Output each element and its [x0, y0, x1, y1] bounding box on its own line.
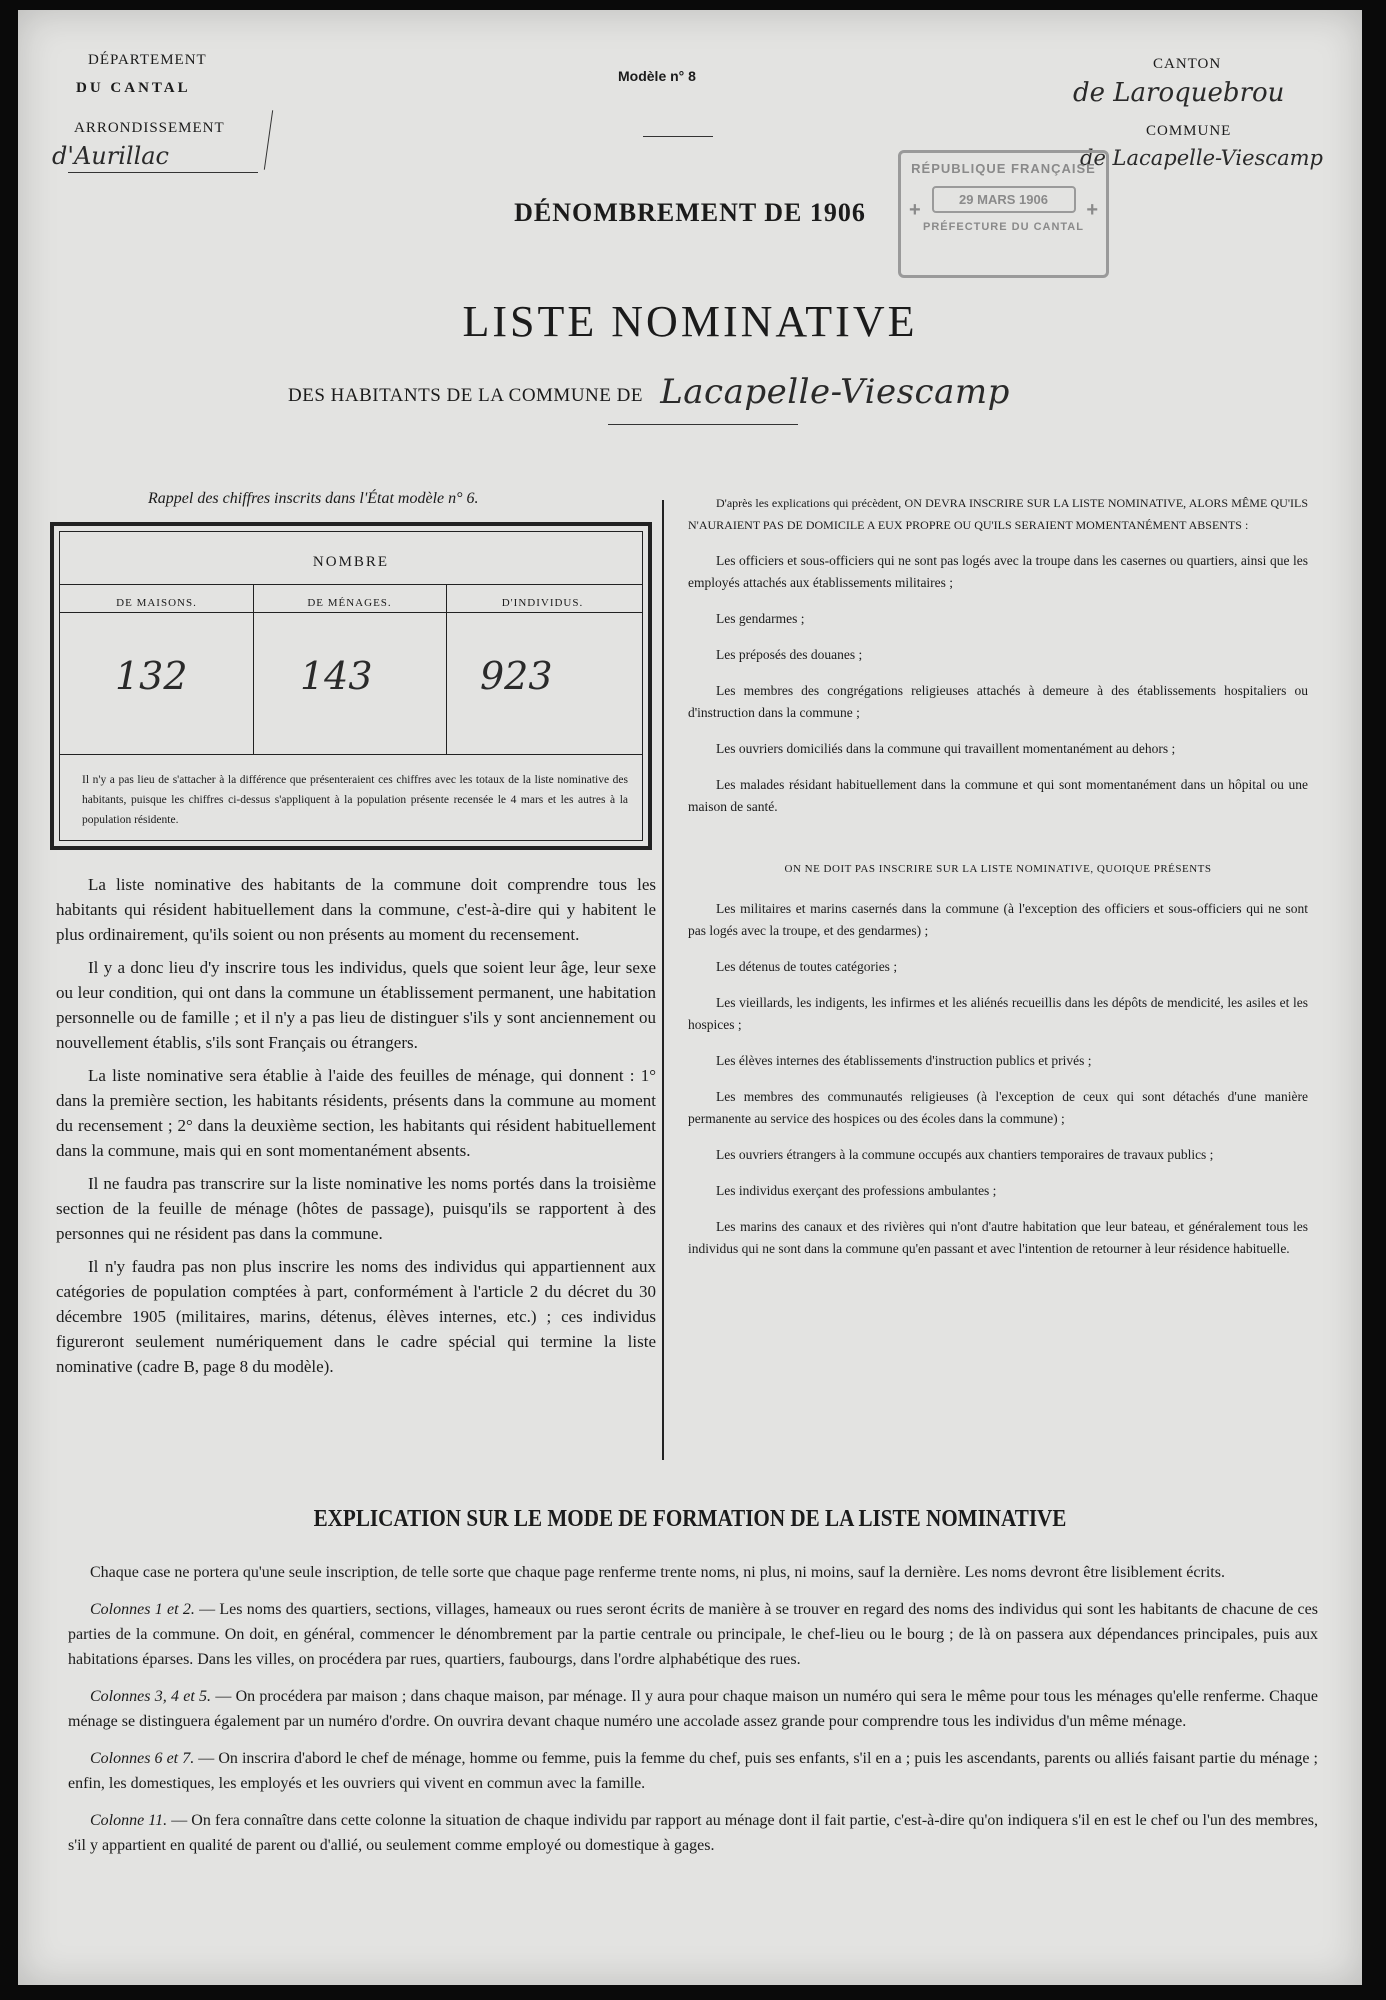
- title-rule: [608, 424, 798, 425]
- left-paragraph: Il y a donc lieu d'y inscrire tous les individus, quels que soient leur âge, leur sexe ou leur condition, qui ont dans la commune un établissement permanent, une habitation personnelle ou de famille ; et il n'y a pas lieu de distinguer s'ils y sont anciennement ou nouvellement établis, s'ils sont Français ou étrangers.: [56, 958, 656, 1052]
- departement-value: DU CANTAL: [76, 80, 191, 96]
- stamp-date: 29 MARS 1906: [932, 186, 1076, 213]
- arrondissement-underline: [68, 172, 258, 173]
- explication-title: EXPLICATION SUR LE MODE DE FORMATION DE LA LISTE NOMINATIVE: [313, 1506, 1067, 1532]
- col-maisons: DE MAISONS.: [116, 597, 197, 609]
- value-maisons: 132: [115, 654, 188, 698]
- modele-number: Modèle n° 8: [618, 68, 696, 84]
- value-individus: 923: [480, 654, 553, 698]
- explication-paragraph: Chaque case ne portera qu'une seule inscription, de telle sorte que chaque page renferme trente noms, ni plus, ni moins, sauf la dernière. Les noms devront être lisiblement écrits.: [90, 1564, 1225, 1581]
- nombre-header: NOMBRE: [312, 554, 390, 570]
- left-paragraph: La liste nominative sera établie à l'aide des feuilles de ménage, qui donnent : 1° dans la première section, les habitants résidents, présents dans la commune au moment du recensement ; 2° dans la deuxième section, les habitants qui résident habituellement dans la commune, mais qui en sont momentanément absents.: [56, 1066, 656, 1160]
- document-page: [18, 10, 1362, 1985]
- right-item: Les ouvriers étrangers à la commune occupés aux chantiers temporaires de travaux publics ;: [716, 1147, 1214, 1162]
- habitants-label: DES HABITANTS DE LA COMMUNE DE: [288, 385, 643, 406]
- habitants-commune: Lacapelle-Viescamp: [660, 372, 1010, 412]
- right-item: Les vieillards, les indigents, les infirmes et les aliénés recueillis dans les dépôts de mendicité, les asiles et les hospices ;: [688, 995, 1308, 1032]
- right-item: Les officiers et sous-officiers qui ne sont pas logés avec la troupe dans les casernes ou quartiers, ainsi que les employés attachés aux établissements militaires ;: [688, 553, 1308, 590]
- right-item: Les ouvriers domiciliés dans la commune qui travaillent momentanément au dehors ;: [716, 741, 1176, 756]
- right-item: Les élèves internes des établissements d'instruction publics et privés ;: [716, 1053, 1092, 1068]
- stamp-cross-icon: +: [909, 199, 921, 221]
- left-column: [56, 872, 656, 1387]
- right-item: Les détenus de toutes catégories ;: [716, 959, 898, 974]
- explication-body: [68, 1560, 1318, 1870]
- explication-paragraph: Colonnes 3, 4 et 5. — On procédera par maison ; dans chaque maison, par ménage. Il y aura pour chaque maison un numéro qui sera le même pour tous les ménages qu'elle renferme. Chaque ménage se distinguera également par un numéro d'ordre. On ouvrira devant chaque numéro une accolade assez grande pour comprendre tous les individus d'un même ménage.: [68, 1688, 1318, 1730]
- explication-paragraph: Colonnes 6 et 7. — On inscrira d'abord le chef de ménage, homme ou femme, puis la femme du chef, puis ses enfants, s'il en a ; puis les ascendants, parents ou alliés faisant partie du ménage ; enfin, les domestiques, les employés et les ouvriers qui vivent en commun avec la famille.: [68, 1750, 1318, 1792]
- right-item: Les gendarmes ;: [716, 611, 805, 626]
- right-item: Les malades résidant habituellement dans la commune et qui sont momentanément dans un hôpital ou une maison de santé.: [688, 777, 1308, 814]
- canton-label: CANTON: [1153, 56, 1222, 72]
- arrondissement-value: d'Aurillac: [52, 142, 169, 170]
- right-intro: D'après les explications qui précèdent, ON DEVRA INSCRIRE SUR LA LISTE NOMINATIVE, ALORS MÊME QU'ILS N'AURAIENT PAS DE DOMICILE A EUX PROPRE OU QU'ILS SERAIENT MOMENTANÉMENT ABSENTS :: [688, 496, 1308, 532]
- habitants-line: [288, 370, 1010, 410]
- right-item: Les individus exerçant des professions ambulantes ;: [716, 1183, 997, 1198]
- nombre-table: [50, 522, 652, 850]
- modele-rule: [643, 136, 713, 137]
- left-paragraph: Il n'y faudra pas non plus inscrire les noms des individus qui appartiennent aux catégories de population comptées à part, conformément à l'article 2 du décret du 30 décembre 1905 (militaires, marins, détenus, élèves internes, etc.) ; ces individus figureront seulement numériquement dans le cadre spécial qui termine la liste nominative (cadre B, page 8 du modèle).: [56, 1257, 656, 1376]
- rappel-caption: Rappel des chiffres inscrits dans l'État modèle n° 6.: [148, 490, 479, 507]
- right-item: Les marins des canaux et des rivières qui n'ont d'autre habitation que leur bateau, et généralement tous les individus qui ne sont dans la commune qu'en passant et avec l'intention de retourner à leur résidence habituelle.: [688, 1219, 1308, 1256]
- departement-label: DÉPARTEMENT: [88, 52, 207, 68]
- value-menages: 143: [300, 654, 373, 698]
- right-item: Les membres des communautés religieuses (à l'exception de ceux qui sont détachés d'une manière permanente au service des hospices ou des écoles dans la commune) ;: [688, 1089, 1308, 1126]
- right-item: Les membres des congrégations religieuses attachés à demeure à des établissements hospitaliers ou d'instruction dans la commune ;: [688, 683, 1308, 720]
- right-column: [688, 492, 1308, 1274]
- right-item: Les militaires et marins casernés dans la commune (à l'exception des officiers et sous-officiers qui ne sont pas logés avec la troupe, et des gendarmes) ;: [688, 901, 1308, 938]
- col-individus: D'INDIVIDUS.: [501, 597, 584, 609]
- stamp-cross-icon: +: [1086, 199, 1098, 221]
- right-item: Les préposés des douanes ;: [716, 647, 863, 662]
- table-note: Il n'y a pas lieu de s'attacher à la différence que présenteraient ces chiffres avec les totaux de la liste nominative des habitants, puisque les chiffres ci-dessus s'appliquent à la population présente recensée le 4 mars et les autres à la population résidente.: [82, 774, 628, 826]
- stamp-top: RÉPUBLIQUE FRANÇAISE: [911, 161, 1096, 176]
- stamp-bottom: PRÉFECTURE DU CANTAL: [923, 221, 1084, 233]
- left-paragraph: La liste nominative des habitants de la commune doit comprendre tous les habitants qui résident habituellement dans la commune, c'est-à-dire qui y habitent le plus ordinairement, qu'ils soient ou non présents au moment du recensement.: [56, 875, 656, 944]
- explication-paragraph: Colonne 11. — On fera connaître dans cette colonne la situation de chaque individu par rapport au ménage dont il fait partie, c'est-à-dire qu'on indiquera s'il en est le chef ou l'un des membres, s'il y appartient en qualité de parent ou d'allié, ou seulement comme employé ou domestique à gages.: [68, 1812, 1318, 1854]
- commune-value: de Lacapelle-Viescamp: [1080, 146, 1323, 170]
- canton-value: de Laroquebrou: [1073, 78, 1285, 108]
- left-paragraph: Il ne faudra pas transcrire sur la liste nominative les noms portés dans la troisième section de la feuille de ménage (hôtes de passage), puisqu'ils se rapportent à des personnes qui ne résident pas dans la commune.: [56, 1174, 656, 1243]
- page-title: DÉNOMBREMENT DE 1906: [514, 198, 866, 227]
- liste-title: LISTE NOMINATIVE: [462, 297, 918, 346]
- hand-mark: [264, 110, 273, 170]
- explication-paragraph: Colonnes 1 et 2. — Les noms des quartiers, sections, villages, hameaux ou rues seront écrits de manière à se trouver en regard des noms des individus qui sont les habitants de chacune de ces parties de la commune. On doit, en général, commencer le dénombrement par la partie centrale ou principale, le chef-lieu ou le bourg ; de là on passera aux dépendances principales, puis aux habitations éparses. Dans les villes, on procédera par rues, quartiers, faubourgs, dans l'ordre alphabétique des rues.: [68, 1601, 1318, 1668]
- col-menages: DE MÉNAGES.: [307, 597, 392, 609]
- column-divider: [662, 500, 664, 1460]
- arrondissement-label: ARRONDISSEMENT: [74, 120, 225, 136]
- ne-pas-heading: ON NE DOIT PAS INSCRIRE SUR LA LISTE NOMINATIVE, QUOIQUE PRÉSENTS: [784, 863, 1212, 875]
- commune-label: COMMUNE: [1146, 123, 1232, 139]
